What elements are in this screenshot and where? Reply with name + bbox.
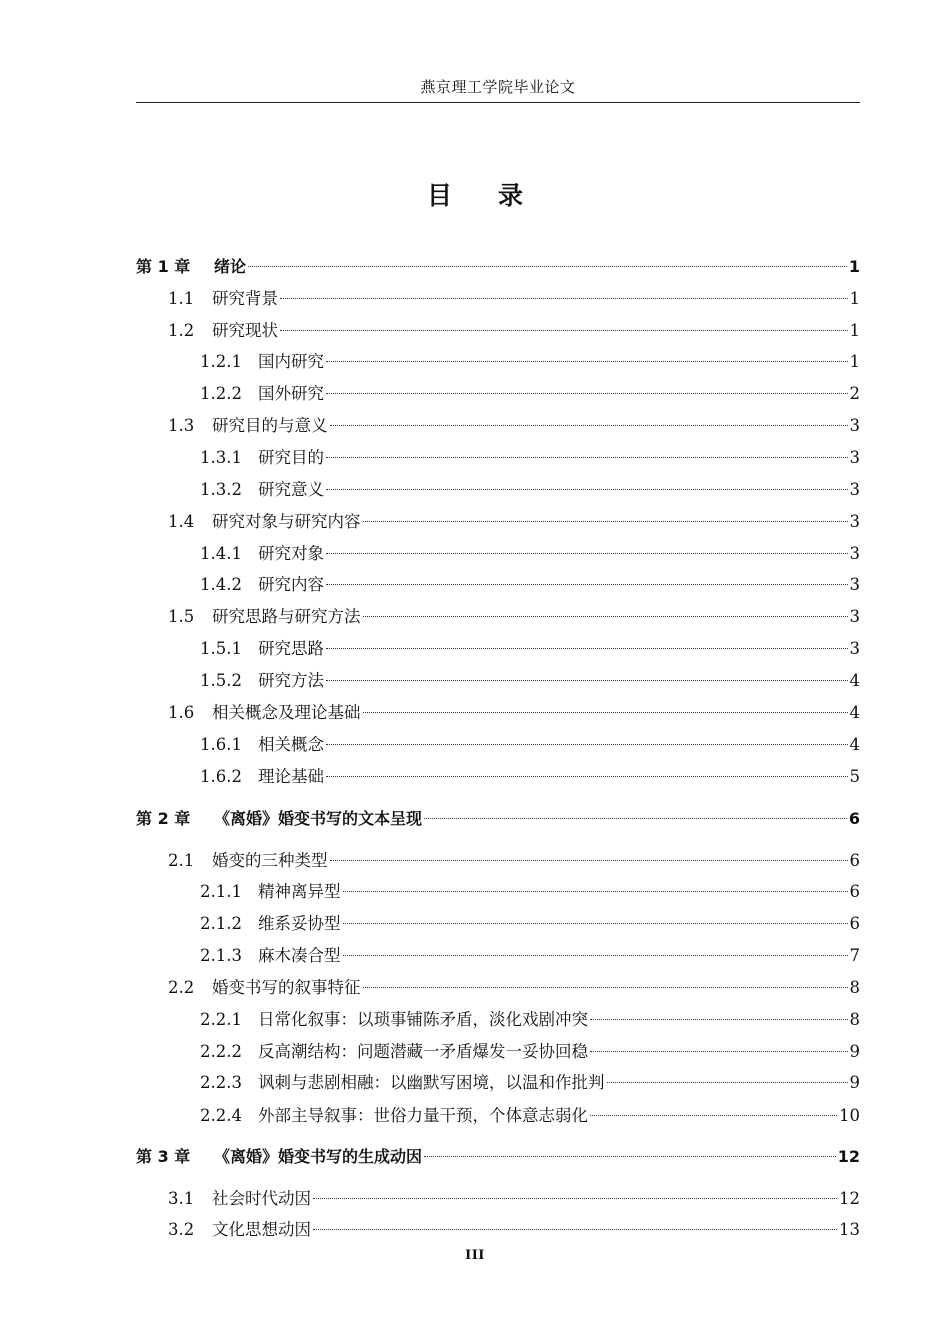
- toc-dot-leader: [248, 248, 847, 272]
- toc-dot-leader: [343, 937, 848, 961]
- toc-entry[interactable]: [168, 969, 860, 997]
- toc-entry-page: 4: [849, 671, 860, 690]
- toc-entry-page: 7: [849, 946, 860, 965]
- toc-entry-page: 3: [849, 639, 860, 658]
- toc-dot-leader: [280, 312, 848, 336]
- toc-entry-number: 1.2.2: [200, 384, 242, 403]
- toc-dot-leader: [330, 407, 848, 431]
- toc-entry-title: 反高潮结构：问题潜藏一矛盾爆发一妥协回稳: [258, 1042, 588, 1061]
- toc-title-right: 录: [498, 181, 524, 210]
- toc-entry-title: 研究现状: [212, 321, 278, 340]
- toc-entry-page: 12: [839, 1189, 860, 1208]
- toc-entry-title: 婚变书写的叙事特征: [212, 978, 361, 997]
- toc-dot-leader: [590, 1001, 848, 1025]
- toc-entry-page: 2: [849, 384, 860, 403]
- toc-entry[interactable]: [200, 1033, 860, 1061]
- toc-entry-title: 相关概念及理论基础: [212, 703, 361, 722]
- toc-entry-number: 2.2.3: [200, 1073, 242, 1092]
- toc-entry-page: 3: [849, 607, 860, 626]
- toc-entry[interactable]: [168, 503, 860, 531]
- toc-dot-leader: [590, 1033, 848, 1057]
- toc-entry-page: 5: [849, 767, 860, 786]
- toc-entry-page: 3: [849, 480, 860, 499]
- toc-dot-leader: [424, 1138, 836, 1162]
- toc-entry-page: 1: [849, 289, 860, 308]
- toc-dot-leader: [326, 439, 848, 463]
- toc-entry-page: 6: [849, 882, 860, 901]
- toc-dot-leader: [326, 343, 848, 367]
- toc-entry-number: 3.1: [168, 1189, 195, 1208]
- toc-entry-title: 婚变的三种类型: [212, 851, 328, 870]
- toc-entry[interactable]: [200, 662, 860, 690]
- toc-entry-page: 9: [849, 1042, 860, 1061]
- toc-entry-title: 讽刺与悲剧相融：以幽默写困境，以温和作批判: [258, 1073, 605, 1092]
- toc-dot-leader: [590, 1097, 837, 1121]
- toc-entry[interactable]: [200, 535, 860, 563]
- toc-entry[interactable]: [168, 280, 860, 308]
- toc-dot-leader: [326, 630, 848, 654]
- toc-entry-title: 理论基础: [258, 767, 324, 786]
- toc-entry-page: 10: [839, 1106, 860, 1125]
- toc-entry-page: 1: [849, 321, 860, 340]
- toc-entry-page: 4: [849, 735, 860, 754]
- page-header: [136, 76, 860, 103]
- header-title: 燕京理工学院毕业论文: [420, 78, 576, 96]
- toc-entry-page: 8: [849, 978, 860, 997]
- toc-dot-leader: [607, 1064, 848, 1088]
- toc-entry[interactable]: [200, 758, 860, 786]
- toc-entry-number: 第 2 章: [136, 809, 191, 828]
- toc-entry-number: 2.2: [168, 978, 195, 997]
- toc-entry-title: 研究目的: [258, 448, 324, 467]
- toc-entry-title: 研究意义: [258, 480, 324, 499]
- toc-entry-number: 2.1.1: [200, 882, 242, 901]
- toc-entry[interactable]: [200, 937, 860, 965]
- toc-entry[interactable]: [136, 800, 860, 828]
- toc-entry-title: 麻木凑合型: [258, 946, 341, 965]
- toc-entry-title: 研究思路: [258, 639, 324, 658]
- toc-entry-number: 1.5.2: [200, 671, 242, 690]
- toc-entry-title: 相关概念: [258, 735, 324, 754]
- toc-entry-number: 2.1.2: [200, 914, 242, 933]
- toc-entry-title: 日常化叙事：以琐事铺陈矛盾，淡化戏剧冲突: [258, 1010, 588, 1029]
- toc-entry[interactable]: [200, 726, 860, 754]
- toc-entry[interactable]: [168, 312, 860, 340]
- toc-dot-leader: [330, 842, 848, 866]
- toc-entry-number: 1.1: [168, 289, 195, 308]
- toc-entry-title: 绪论: [214, 257, 247, 276]
- toc-dot-leader: [343, 905, 848, 929]
- toc-dot-leader: [313, 1211, 837, 1235]
- toc-entry[interactable]: [200, 905, 860, 933]
- toc-entry[interactable]: [200, 566, 860, 594]
- toc-entry[interactable]: [200, 343, 860, 371]
- toc-entry-title: 外部主导叙事：世俗力量干预，个体意志弱化: [258, 1106, 588, 1125]
- toc-entry-number: 1.4.2: [200, 575, 242, 594]
- toc-entry-title: 研究对象与研究内容: [212, 512, 361, 531]
- toc-entry[interactable]: [136, 248, 860, 276]
- toc-entry[interactable]: [168, 407, 860, 435]
- toc-entry-title: 精神离异型: [258, 882, 341, 901]
- toc-entry-number: 1.2: [168, 321, 195, 340]
- toc-entry-page: 4: [849, 703, 860, 722]
- toc-entry-number: 1.2.1: [200, 352, 242, 371]
- toc-entry[interactable]: [168, 598, 860, 626]
- toc-entry-page: 6: [848, 809, 860, 828]
- toc-entry-title: 研究目的与意义: [212, 416, 328, 435]
- toc-entry-number: 1.3: [168, 416, 195, 435]
- toc-title-left: 目: [426, 181, 452, 210]
- toc-entry-title: 《离婚》婚变书写的文本呈现: [214, 809, 423, 828]
- toc-title: [0, 176, 950, 212]
- toc-dot-leader: [363, 598, 848, 622]
- toc-dot-leader: [363, 694, 848, 718]
- toc-entry[interactable]: [200, 873, 860, 901]
- toc-entry-title: 社会时代动因: [212, 1189, 311, 1208]
- toc-entry-title: 维系妥协型: [258, 914, 341, 933]
- toc-entry[interactable]: [200, 1001, 860, 1029]
- toc-dot-leader: [313, 1180, 837, 1204]
- toc-dot-leader: [343, 873, 848, 897]
- toc-entry-page: 6: [849, 851, 860, 870]
- toc-entry-title: 研究思路与研究方法: [212, 607, 361, 626]
- toc-entry[interactable]: [168, 1211, 860, 1239]
- toc-entry[interactable]: [200, 375, 860, 403]
- toc-entry-page: 1: [848, 257, 860, 276]
- toc-entry[interactable]: [168, 1180, 860, 1208]
- toc-entry-number: 2.1.3: [200, 946, 242, 965]
- toc-entry-number: 1.4.1: [200, 544, 242, 563]
- toc-entry-title: 国外研究: [258, 384, 324, 403]
- toc-entry-title: 研究背景: [212, 289, 278, 308]
- toc-entry-number: 1.3.1: [200, 448, 242, 467]
- toc-entry[interactable]: [200, 1064, 860, 1092]
- toc-entry-number: 1.5: [168, 607, 195, 626]
- toc-entry-page: 9: [849, 1073, 860, 1092]
- toc-dot-leader: [326, 535, 848, 559]
- toc-entry-title: 研究对象: [258, 544, 324, 563]
- toc-entry-page: 1: [849, 352, 860, 371]
- toc-entry-number: 1.5.1: [200, 639, 242, 658]
- toc-entry-title: 文化思想动因: [212, 1220, 311, 1239]
- toc-dot-leader: [363, 503, 848, 527]
- toc-entry[interactable]: [200, 630, 860, 658]
- toc-entry-number: 2.2.2: [200, 1042, 242, 1061]
- toc-entry-page: 13: [839, 1220, 860, 1239]
- toc-entry-number: 第 1 章: [136, 257, 191, 276]
- toc-dot-leader: [326, 566, 848, 590]
- toc-dot-leader: [326, 726, 848, 750]
- toc-entry[interactable]: [200, 1097, 860, 1125]
- toc-dot-leader: [326, 471, 848, 495]
- toc-entry[interactable]: [200, 471, 860, 499]
- toc-entry[interactable]: [200, 439, 860, 467]
- toc-entry-page: 8: [849, 1010, 860, 1029]
- toc-entry-number: 1.6.2: [200, 767, 242, 786]
- toc-entry-title: 研究方法: [258, 671, 324, 690]
- toc-entry-page: 3: [849, 512, 860, 531]
- toc-entry-number: 1.4: [168, 512, 195, 531]
- toc-entry-number: 2.2.4: [200, 1106, 242, 1125]
- toc-entry-number: 3.2: [168, 1220, 195, 1239]
- toc-entry[interactable]: [168, 842, 860, 870]
- toc-entry-title: 《离婚》婚变书写的生成动因: [214, 1147, 423, 1166]
- toc-entry-number: 2.1: [168, 851, 195, 870]
- toc-entry-page: 3: [849, 448, 860, 467]
- toc-entry-title: 研究内容: [258, 575, 324, 594]
- toc-dot-leader: [424, 800, 847, 824]
- toc-entry-number: 第 3 章: [136, 1147, 191, 1166]
- toc-entry-number: 1.6.1: [200, 735, 242, 754]
- toc-entry-page: 6: [849, 914, 860, 933]
- toc-entry-number: 1.6: [168, 703, 195, 722]
- toc-dot-leader: [326, 758, 848, 782]
- page-number: III: [465, 1248, 485, 1263]
- toc-entry[interactable]: [168, 694, 860, 722]
- toc-entry-page: 3: [849, 416, 860, 435]
- toc-dot-leader: [326, 375, 848, 399]
- toc-dot-leader: [280, 280, 848, 304]
- toc-dot-leader: [326, 662, 848, 686]
- toc-entry-number: 1.3.2: [200, 480, 242, 499]
- toc-entry[interactable]: [136, 1138, 860, 1166]
- toc-entry-page: 3: [849, 575, 860, 594]
- toc-dot-leader: [363, 969, 848, 993]
- toc-entry-page: 12: [837, 1147, 860, 1166]
- toc-entry-number: 2.2.1: [200, 1010, 242, 1029]
- toc-entry-title: 国内研究: [258, 352, 324, 371]
- toc-entry-page: 3: [849, 544, 860, 563]
